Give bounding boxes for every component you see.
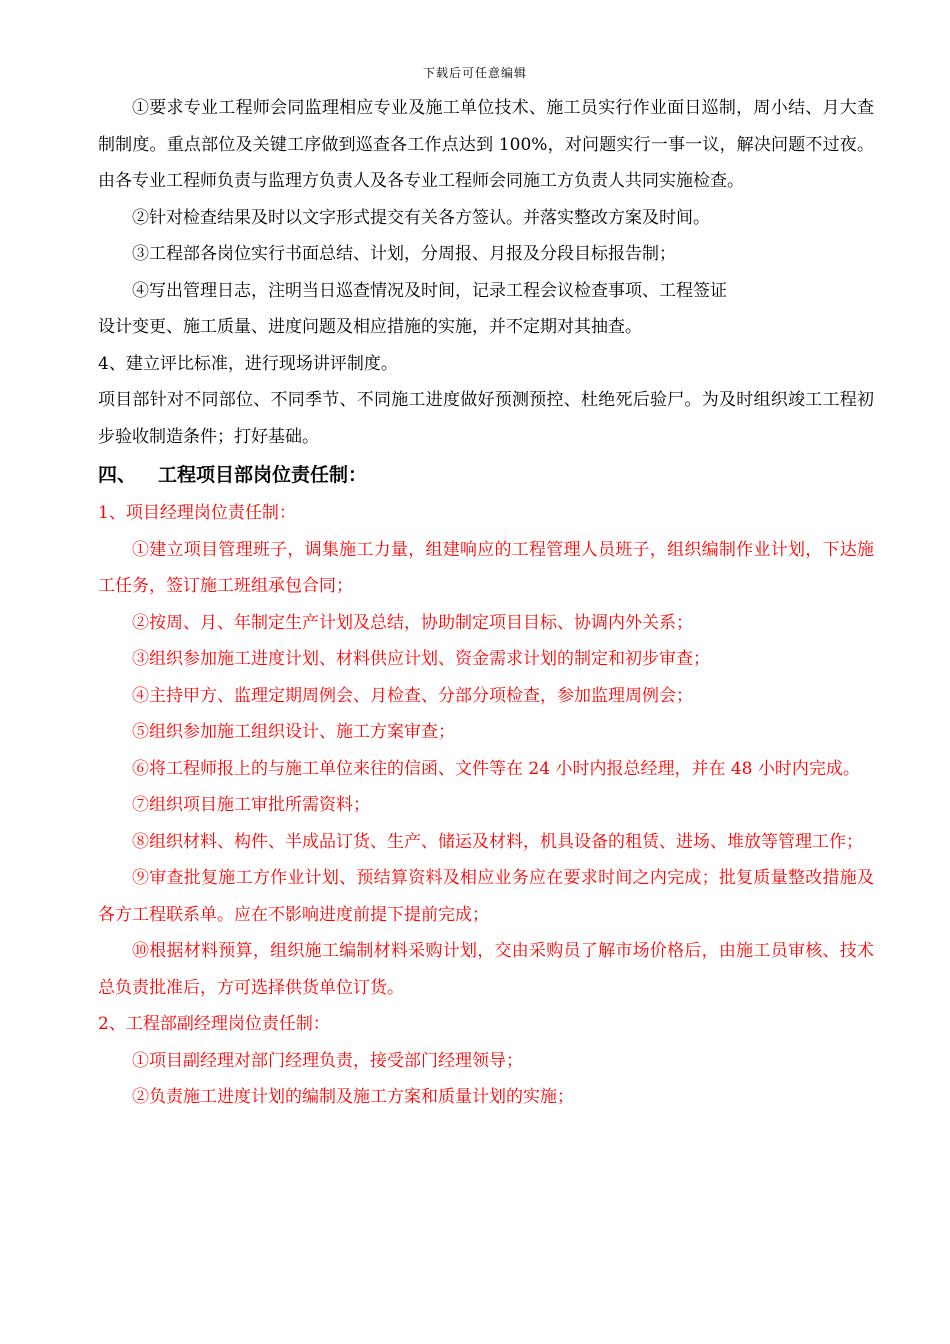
manager-item-10: ⑩根据材料预算，组织施工编制材料采购计划，交由采购员了解市场价格后，由施工员审核、技术总负责批准后，方可选择供货单位订货。 [98, 941, 874, 998]
section-number: 四、 [98, 464, 137, 486]
deputy-item-1: ①项目副经理对部门经理负责，接受部门经理领导； [132, 1050, 523, 1071]
manager-item-2: ②按周、月、年制定生产计划及总结，协助制定项目目标、协调内外关系； [132, 612, 693, 633]
black-item-1: ①要求专业工程师会同监理相应专业及施工单位技术、施工员实行作业面日巡制，周小结、月大查制制度。重点部位及关键工序做到巡查各工作点达到 100%，对问题实行一事一议，解决问题不过夜。由各专业工程师负责与监理方负责人及各专业工程师会同施工方负责人共同实施检查。 [98, 98, 874, 191]
manager-item-9: ⑨审查批复施工方作业计划、预结算资料及相应业务应在要求时间之内完成；批复质量整改措施及各方工程联系单。应在不影响进度前提下提前完成； [98, 868, 874, 925]
section-title: 工程项目部岗位责任制： [158, 464, 368, 486]
black-item-4-line-1: ④写出管理日志，注明当日巡查情况及时间，记录工程会议检查事项、工程签证 [132, 280, 727, 301]
section-heading [98, 455, 874, 495]
document-body [98, 90, 874, 1116]
point-4-title: 4、建立评比标准，进行现场讲评制度。 [98, 353, 398, 374]
manager-title: 1、项目经理岗位责任制： [98, 503, 296, 523]
deputy-title: 2、工程部副经理岗位责任制： [98, 1014, 330, 1034]
manager-item-3: ③组织参加施工进度计划、材料供应计划、资金需求计划的制定和初步审查； [132, 649, 710, 669]
deputy-item-2: ②负责施工进度计划的编制及施工方案和质量计划的实施； [132, 1087, 574, 1107]
manager-item-4: ④主持甲方、监理定期周例会、月检查、分部分项检查，参加监理周例会； [132, 685, 693, 706]
black-item-4 [98, 273, 874, 346]
manager-item-1: ①建立项目管理班子，调集施工力量，组建响应的工程管理人员班子，组织编制作业计划，下达施工任务，签订施工班组承包合同； [98, 539, 874, 596]
point-4-body: 项目部针对不同部位、不同季节、不同施工进度做好预测预控、杜绝死后验尸。为及时组织竣工工程初步验收制造条件；打好基础。 [98, 390, 874, 447]
manager-item-6: ⑥将工程师报上的与施工单位来往的信函、文件等在 24 小时内报总经理，并在 48 小时内完成。 [132, 758, 860, 779]
black-item-4-line-2: 设计变更、施工质量、进度问题及相应措施的实施，并不定期对其抽查。 [98, 317, 642, 337]
manager-item-8: ⑧组织材料、构件、半成品订货、生产、储运及材料，机具设备的租赁、进场、堆放等管理工作； [132, 831, 863, 852]
black-item-2: ②针对检查结果及时以文字形式提交有关各方签认。并落实整改方案及时间。 [132, 207, 710, 228]
black-item-3: ③工程部各岗位实行书面总结、计划，分周报、月报及分段目标报告制； [132, 244, 676, 264]
manager-item-7: ⑦组织项目施工审批所需资料； [132, 795, 370, 815]
page-header: 下载后可任意编辑 [422, 66, 527, 80]
manager-item-5: ⑤组织参加施工组织设计、施工方案审查； [132, 722, 455, 742]
